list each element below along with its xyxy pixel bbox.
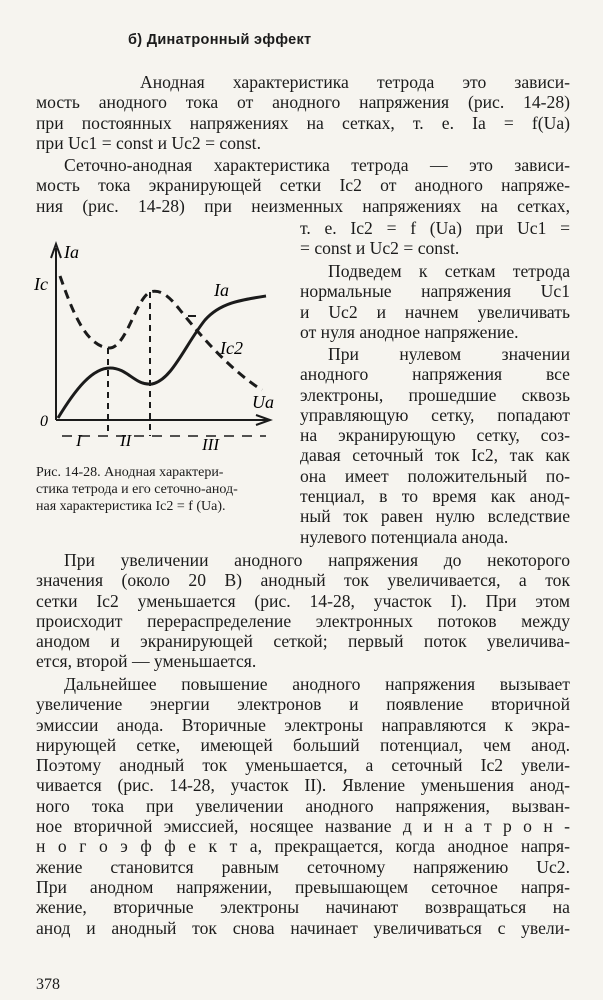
paragraph-grid-anode-tail	[300, 218, 570, 259]
caption-line: Рис. 14-28. Анодная характери-	[36, 465, 224, 480]
text-line: давая сеточный ток Ic2, так как	[300, 445, 570, 466]
text-line: сетки Ic2 уменьшается (рис. 14-28, участок I). При этом	[36, 590, 570, 611]
text-line: жение, вторичные электроны начинают возвращаться на	[36, 897, 570, 918]
text-line: нирующей сетке, имеющей больший потенциал, чем анод.	[36, 734, 570, 755]
text-line: При анодном напряжении, превышающем сеточное напря-	[36, 876, 570, 897]
text-line: ное вторичной эмиссией, носящее название д и н а т р о н -	[36, 816, 570, 837]
text-line: мость анодного тока от анодного напряжения (рис. 14-28)	[36, 92, 570, 113]
text-line: н о г о э ф ф е к т а, прекращается, когда анодное напря-	[36, 836, 570, 857]
paragraph-anode-characteristic	[36, 72, 570, 153]
text-line: жение становится равным сеточному напряжению Uc2.	[36, 856, 570, 877]
region-label-2: II	[120, 431, 132, 450]
text-line: анодного напряжения все	[300, 364, 570, 385]
text-line: тенциал, в то время как анод-	[300, 486, 570, 507]
text-line: она имеет положительный по-	[300, 465, 570, 486]
text-line: нормальные напряжения Uc1	[300, 281, 570, 302]
tetrode-characteristic-figure	[30, 240, 280, 460]
y-axis-label-ia: Ia	[64, 242, 79, 262]
paragraph-apply-voltages	[300, 261, 570, 342]
text-line: Поэтому анодный ток уменьшается, а сеточный Ic2 увели-	[36, 755, 570, 776]
text-line: ный ток равен нулю вследствие	[300, 506, 570, 527]
text-line: электроны, прошедшие сквозь	[300, 384, 570, 405]
text-line: = const и Uc2 = const.	[300, 238, 460, 259]
region-label-3: III	[202, 435, 219, 454]
figure-caption	[36, 464, 286, 515]
paragraph-dynatron-effect	[36, 674, 570, 938]
text-line: значения (около 20 В) анодный ток увеличивается, а ток	[36, 570, 570, 591]
text-line: чивается (рис. 14-28, участок II). Явление уменьшения анод-	[36, 775, 570, 796]
text-line: Дальнейшее повышение анодного напряжения вызывает	[64, 674, 570, 694]
text-line: Подведем к сеткам тетрода	[328, 261, 570, 281]
text-line: При увеличении анодного напряжения до некоторого	[64, 550, 570, 570]
text-line: происходит перераспределение электронных потоков между	[36, 610, 570, 631]
region-label-1: I	[76, 431, 82, 450]
text-line: анодом и экранирующей сеткой; первый поток увеличива-	[36, 631, 570, 652]
paragraph-zero-anode-voltage	[300, 344, 570, 547]
page-number: 378	[36, 976, 60, 993]
text-line: Анодная характеристика тетрода это зависи-	[140, 72, 570, 92]
section-heading: б) Динатронный эффект	[128, 32, 312, 48]
y-axis-label-ic: Ic	[34, 274, 48, 294]
x-axis-label-ua: Ua	[252, 392, 274, 412]
text-line: увеличение энергии электронов и появление вторичной	[36, 694, 570, 715]
text-line: мость тока экранирующей сетки Ic2 от анодного напряже-	[36, 175, 570, 196]
text-line: при Uc1 = const и Uc2 = const.	[36, 132, 261, 153]
origin-label: 0	[40, 413, 48, 430]
ic2-curve	[60, 276, 262, 390]
curve-label-ia: Ia	[214, 280, 229, 300]
text-line: нулевого потенциала анода.	[300, 526, 509, 547]
text-line: управляющую сетку, попадают	[300, 404, 570, 425]
text-line: ного тока при увеличении анодного напряжения, вызван-	[36, 795, 570, 816]
text-line: Сеточно-анодная характеристика тетрода — это зависи-	[64, 155, 570, 175]
text-line: т. е. Ic2 = f (Uа) при Uc1 =	[300, 218, 570, 238]
text-line: при постоянных напряжениях на сетках, т. е. Iа = f(Uа)	[36, 112, 570, 133]
caption-line: стика тетрода и его сеточно-анод-	[36, 482, 238, 497]
caption-line: ная характеристика Ic2 = f (Uа).	[36, 499, 226, 514]
text-line: анод и анодный ток снова начинает увеличиваться с увели-	[36, 917, 570, 938]
curve-label-ic2: Ic2	[220, 338, 243, 358]
text-line: от нуля анодное напряжение.	[300, 321, 519, 342]
text-line: ния (рис. 14-28) при неизменных напряжениях на сетках,	[36, 195, 570, 216]
text-line: и Uc2 и начнем увеличивать	[300, 301, 570, 322]
text-line: на экранирующую сетку, соз-	[300, 425, 570, 446]
text-line: ется, второй — уменьшается.	[36, 651, 257, 672]
paragraph-increase-anode-voltage	[36, 550, 570, 672]
text-line: эмиссии анода. Вторичные электроны направляются к экра-	[36, 714, 570, 735]
text-line: При нулевом значении	[328, 344, 570, 364]
paragraph-grid-anode-characteristic	[36, 155, 570, 216]
